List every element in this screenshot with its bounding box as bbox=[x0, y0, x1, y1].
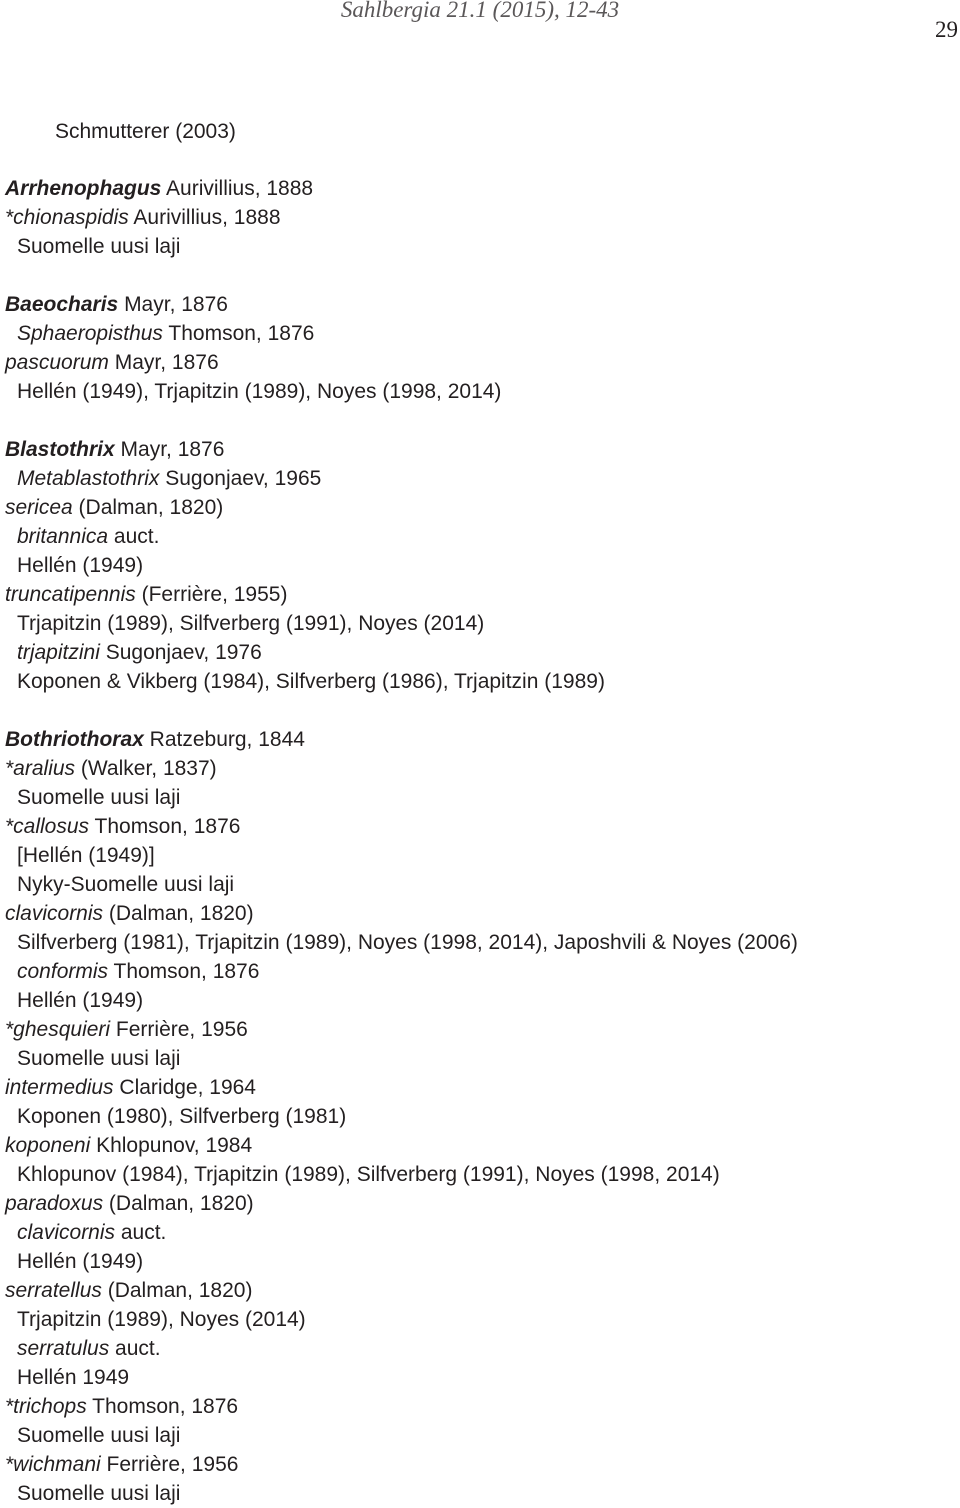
text-line bbox=[17, 841, 155, 870]
text-line bbox=[5, 1392, 238, 1421]
taxon-name: Sphaeropisthus bbox=[17, 322, 163, 345]
line-text: Aurivillius, 1888 bbox=[161, 177, 314, 200]
text-line bbox=[17, 1218, 166, 1247]
line-text: Koponen & Vikberg (1984), Silfverberg (1986), Trjapitzin (1989) bbox=[17, 670, 605, 693]
text-line bbox=[55, 117, 236, 146]
line-text: Thomson, 1876 bbox=[108, 960, 260, 983]
text-line bbox=[5, 435, 224, 464]
line-text: Mayr, 1876 bbox=[118, 293, 228, 316]
text-line bbox=[17, 928, 798, 957]
line-text: Hellén (1949) bbox=[17, 989, 144, 1012]
line-text: Sugonjaev, 1965 bbox=[159, 467, 322, 490]
taxon-name: clavicornis bbox=[5, 902, 104, 925]
page-number: 29 bbox=[935, 17, 958, 42]
taxon-name: *trichops bbox=[5, 1395, 87, 1418]
line-text: Khlopunov (1984), Trjapitzin (1989), Silfverberg (1991), Noyes (1998, 2014) bbox=[17, 1163, 720, 1186]
line-text: Sugonjaev, 1976 bbox=[99, 641, 262, 664]
line-text: Koponen (1980), Silfverberg (1981) bbox=[17, 1105, 347, 1128]
text-line bbox=[17, 1305, 306, 1334]
line-text: Suomelle uusi laji bbox=[17, 1424, 181, 1447]
line-text: auct. bbox=[109, 1337, 161, 1360]
line-text: Ratzeburg, 1844 bbox=[143, 728, 305, 751]
taxon-name: serratellus bbox=[5, 1279, 102, 1302]
line-text: Ferrière, 1956 bbox=[110, 1018, 248, 1041]
genus-name: Arrhenophagus bbox=[5, 177, 162, 200]
line-text: Silfverberg (1981), Trjapitzin (1989), Noyes (1998, 2014), Japoshvili & Noyes (2006) bbox=[17, 931, 798, 954]
line-text: (Ferrière, 1955) bbox=[135, 583, 288, 606]
taxon-name: Metablastothrix bbox=[17, 467, 160, 490]
text-line bbox=[17, 464, 321, 493]
text-line bbox=[17, 551, 143, 580]
line-text: [Hellén (1949)] bbox=[17, 844, 155, 867]
line-text: Suomelle uusi laji bbox=[17, 786, 181, 809]
text-line bbox=[5, 580, 287, 609]
running-header-journal: Sahlbergia 21.1 (2015), 12-43 bbox=[340, 0, 620, 22]
taxon-name: *chionaspidis bbox=[5, 206, 129, 229]
text-line bbox=[5, 1131, 252, 1160]
text-line bbox=[17, 1102, 346, 1131]
text-line bbox=[17, 377, 501, 406]
text-line bbox=[17, 232, 180, 261]
genus-name: Bothriothorax bbox=[5, 728, 144, 751]
line-text: Trjapitzin (1989), Noyes (2014) bbox=[17, 1308, 306, 1331]
line-text: Ferrière, 1956 bbox=[100, 1453, 239, 1476]
taxon-name: trjapitzini bbox=[17, 641, 100, 664]
line-text: Hellén (1949), Trjapitzin (1989), Noyes (1998, 2014) bbox=[17, 380, 502, 403]
line-text: Mayr, 1876 bbox=[108, 351, 219, 374]
taxon-name: sericea bbox=[5, 496, 73, 519]
line-text: (Dalman, 1820) bbox=[103, 902, 254, 925]
taxon-name: intermedius bbox=[5, 1076, 114, 1099]
text-line bbox=[5, 812, 240, 841]
text-line bbox=[17, 638, 262, 667]
text-line bbox=[5, 725, 305, 754]
line-text: (Walker, 1837) bbox=[75, 757, 217, 780]
line-text: (Dalman, 1820) bbox=[72, 496, 224, 519]
taxon-name: paradoxus bbox=[5, 1192, 104, 1215]
text-line bbox=[17, 1160, 720, 1189]
line-text: (Dalman, 1820) bbox=[101, 1279, 253, 1302]
taxon-name: serratulus bbox=[17, 1337, 110, 1360]
line-text: Thomson, 1876 bbox=[86, 1395, 239, 1418]
text-line bbox=[17, 1479, 180, 1508]
taxon-name: koponeni bbox=[5, 1134, 91, 1157]
line-text: Claridge, 1964 bbox=[113, 1076, 256, 1099]
line-text: Thomson, 1876 bbox=[89, 815, 241, 838]
text-line bbox=[5, 1450, 238, 1479]
text-line bbox=[5, 1015, 248, 1044]
taxon-name: conformis bbox=[17, 960, 109, 983]
taxon-name: *wichmani bbox=[5, 1453, 101, 1476]
line-text: Suomelle uusi laji bbox=[17, 235, 181, 258]
text-line bbox=[17, 1334, 161, 1363]
text-line bbox=[5, 754, 217, 783]
text-line bbox=[17, 609, 484, 638]
text-line bbox=[5, 174, 313, 203]
text-line bbox=[17, 319, 314, 348]
text-line bbox=[5, 1073, 256, 1102]
text-line bbox=[5, 493, 223, 522]
genus-name: Baeocharis bbox=[5, 293, 119, 316]
taxon-name: clavicornis bbox=[17, 1221, 116, 1244]
line-text: Schmutterer (2003) bbox=[55, 120, 236, 143]
line-text: Hellén (1949) bbox=[17, 1250, 144, 1273]
text-line bbox=[17, 986, 143, 1015]
line-text: Hellén 1949 bbox=[17, 1366, 130, 1389]
text-line bbox=[5, 1276, 252, 1305]
text-line bbox=[5, 899, 254, 928]
text-line bbox=[17, 522, 159, 551]
taxon-name: britannica bbox=[17, 525, 109, 548]
genus-name: Blastothrix bbox=[5, 438, 115, 461]
line-text: Nyky-Suomelle uusi laji bbox=[17, 873, 235, 896]
text-line bbox=[17, 1247, 143, 1276]
taxon-name: truncatipennis bbox=[5, 583, 136, 606]
text-line bbox=[17, 1421, 180, 1450]
line-text: Khlopunov, 1984 bbox=[90, 1134, 253, 1157]
text-line bbox=[17, 667, 605, 696]
line-text: auct. bbox=[108, 525, 160, 548]
text-line bbox=[17, 783, 180, 812]
line-text: (Dalman, 1820) bbox=[103, 1192, 254, 1215]
text-line bbox=[17, 1363, 129, 1392]
text-line bbox=[17, 870, 234, 899]
line-text: Aurivillius, 1888 bbox=[128, 206, 281, 229]
line-text: Suomelle uusi laji bbox=[17, 1482, 181, 1505]
text-line bbox=[5, 348, 219, 377]
text-line bbox=[17, 957, 259, 986]
line-text: Trjapitzin (1989), Silfverberg (1991), Noyes (2014) bbox=[17, 612, 485, 635]
line-text: Mayr, 1876 bbox=[114, 438, 225, 461]
text-line bbox=[5, 290, 228, 319]
line-text: Thomson, 1876 bbox=[162, 322, 315, 345]
text-line bbox=[5, 1189, 254, 1218]
line-text: auct. bbox=[115, 1221, 167, 1244]
taxon-name: *ghesquieri bbox=[5, 1018, 111, 1041]
taxon-name: *callosus bbox=[5, 815, 90, 838]
line-text: Hellén (1949) bbox=[17, 554, 144, 577]
text-line bbox=[5, 203, 281, 232]
taxon-name: *aralius bbox=[5, 757, 76, 780]
line-text: Suomelle uusi laji bbox=[17, 1047, 181, 1070]
text-line bbox=[17, 1044, 180, 1073]
taxon-name: pascuorum bbox=[5, 351, 109, 374]
